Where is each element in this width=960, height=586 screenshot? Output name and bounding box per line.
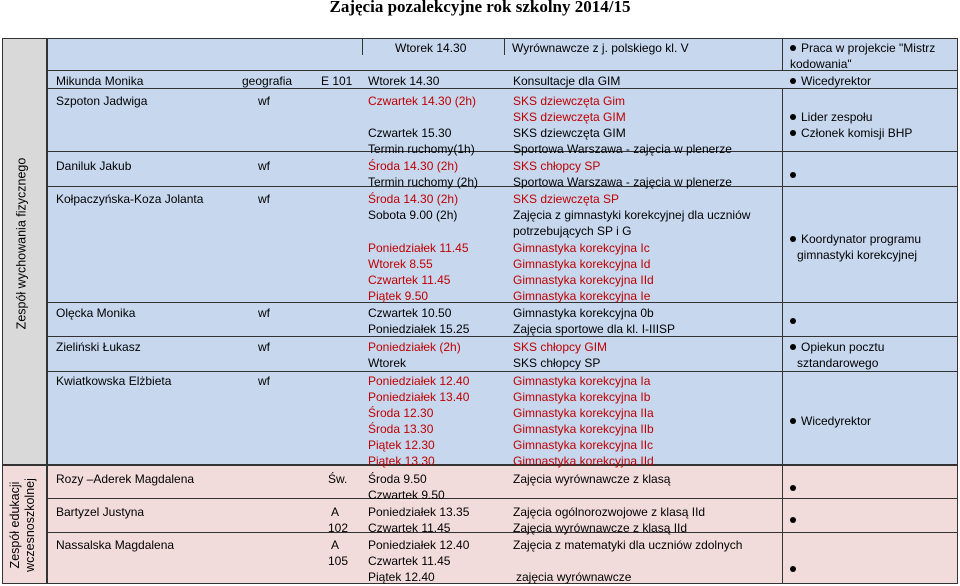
activity: Sportowa Warszawa - zajęcia w plenerze xyxy=(513,175,732,189)
activity: SKS chłopcy GIM xyxy=(513,340,608,354)
time: Poniedziałek 13.35 xyxy=(368,505,470,519)
room: 102 xyxy=(328,521,349,535)
bullet-icon xyxy=(790,236,796,242)
room: Św. xyxy=(328,472,348,486)
role-text: Członek komisji BHP xyxy=(801,126,913,140)
activity: Zajęcia ogólnorozwojowe z klasą IId xyxy=(513,505,706,519)
time: Poniedziałek (2h) xyxy=(368,340,461,354)
time: Piątek 9.50 xyxy=(368,289,429,303)
role xyxy=(790,73,871,89)
bullet-icon xyxy=(790,45,796,51)
time: Czwartek 15.30 xyxy=(368,126,452,140)
time: Środa 13.30 xyxy=(368,422,434,436)
activity: Zajęcia sportowe dla kl. I-IIISP xyxy=(513,322,676,336)
time: Wtorek 14.30 xyxy=(395,41,467,55)
activity: Gimnastyka korekcyjna Id xyxy=(513,257,651,271)
time: Wtorek 14.30 xyxy=(368,74,440,88)
subject: wf xyxy=(258,94,270,108)
time: Czwartek 11.45 xyxy=(368,521,451,535)
bullet-icon xyxy=(790,318,796,324)
bullet-icon xyxy=(790,130,796,136)
activity: Gimnastyka korekcyjna Ia xyxy=(513,374,651,388)
time: Środa 14.30 (2h) xyxy=(368,192,459,206)
activity: Gimnastyka korekcyjna Ic xyxy=(513,241,650,255)
activity: Konsultacje dla GIM xyxy=(513,74,621,88)
activity: Wyrównawcze z j. polskiego kl. V xyxy=(512,41,689,55)
subject: wf xyxy=(258,374,270,388)
time: Czwartek 10.50 xyxy=(368,306,452,320)
activity: Zajęcia z matematyki dla uczniów zdolnych xyxy=(513,538,743,552)
time: Termin ruchomy (2h) xyxy=(368,175,479,189)
time: Środa 12.30 xyxy=(368,406,434,420)
time: Czwartek 11.45 xyxy=(368,554,451,568)
time: Poniedziałek 12.40 xyxy=(368,538,470,552)
role-text: Opiekun pocztu xyxy=(801,340,885,354)
activity: Gimnastyka korekcyjna 0b xyxy=(513,306,654,320)
time: Wtorek xyxy=(368,356,407,370)
activity: Sportowa Warszawa - zajęcia w plenerze xyxy=(513,142,732,156)
time: Czwartek 14.30 (2h) xyxy=(368,94,477,108)
time: Czwartek 9.50 xyxy=(368,488,445,502)
time: Poniedziałek 12.40 xyxy=(368,374,470,388)
activity: zajęcia wyrównawcze xyxy=(516,570,632,584)
time: Termin ruchomy(1h) xyxy=(368,142,475,156)
time: Środa 14.30 (2h) xyxy=(368,159,459,173)
room: A xyxy=(331,538,340,552)
time: Poniedziałek 13.40 xyxy=(368,390,470,404)
teacher-name: Rozy –Aderek Magdalena xyxy=(56,472,195,486)
activity: Zajęcia wyrównawcze z klasą IId xyxy=(513,521,688,535)
activity: Gimnastyka korekcyjna Ie xyxy=(513,289,651,303)
subject: geografia xyxy=(242,74,293,88)
time: Wtorek 8.55 xyxy=(368,257,433,271)
activity: SKS dziewczęta GIM xyxy=(513,126,626,140)
room: A xyxy=(331,505,340,519)
role xyxy=(790,109,872,125)
group-label-pe: Zespół wychowania fizycznego xyxy=(14,157,29,330)
role xyxy=(790,413,871,429)
group-label-early: Zespół edukacji wczesnoszkolnej xyxy=(8,478,37,572)
role-text: Lider zespołu xyxy=(801,110,873,124)
activity: Zajęcia wyrównawcze z klasą xyxy=(513,472,671,486)
role xyxy=(790,339,884,355)
role-text: sztandarowego xyxy=(797,356,879,370)
role-text: Wicedyrektor xyxy=(801,414,872,428)
subject: wf xyxy=(258,159,270,173)
teacher-name: Mikunda Monika xyxy=(56,74,144,88)
role-text: Praca w projekcie "Mistrz kodowania" xyxy=(790,41,936,71)
role xyxy=(790,231,921,247)
role-text: Wicedyrektor xyxy=(801,74,872,88)
role-text: Koordynator programu xyxy=(801,232,922,246)
activity: SKS dziewczęta SP xyxy=(513,192,620,206)
time: Piątek 13.30 xyxy=(368,454,435,468)
room: 105 xyxy=(328,554,349,568)
activity: SKS chłopcy SP xyxy=(513,356,601,370)
teacher-name: Kwiatkowska Elżbieta xyxy=(56,374,172,388)
teacher-name: Szpoton Jadwiga xyxy=(56,94,148,108)
teacher-name: Olęcka Monika xyxy=(56,306,136,320)
teacher-name: Zieliński Łukasz xyxy=(56,340,141,354)
bullet-icon xyxy=(790,418,796,424)
subject: wf xyxy=(258,192,270,206)
bullet-icon xyxy=(790,172,796,178)
teacher-name: Kołpaczyńska-Koza Jolanta xyxy=(56,192,204,206)
subject: wf xyxy=(258,340,270,354)
activity: Zajęcia z gimnastyki korekcyjnej dla uczniów xyxy=(513,208,751,222)
bullet-icon xyxy=(790,344,796,350)
room: E 101 xyxy=(321,74,353,88)
bullet-icon xyxy=(790,78,796,84)
time: Sobota 9.00 (2h) xyxy=(368,208,458,222)
subject: wf xyxy=(258,306,270,320)
activity: Gimnastyka korekcyjna IIa xyxy=(513,406,654,420)
time: Poniedziałek 11.45 xyxy=(368,241,469,255)
time: Poniedziałek 15.25 xyxy=(368,322,470,336)
bullet-icon xyxy=(790,485,796,491)
activity: SKS dziewczęta Gim xyxy=(513,94,626,108)
bullet-icon xyxy=(790,517,796,523)
bullet-icon xyxy=(790,114,796,120)
teacher-name: Daniluk Jakub xyxy=(56,159,132,173)
role xyxy=(790,40,956,72)
activity: potrzebujących SP i G xyxy=(513,224,632,238)
role-text: gimnastyki korekcyjnej xyxy=(797,248,918,262)
activity: Gimnastyka korekcyjna IIb xyxy=(513,422,654,436)
bullet-icon xyxy=(790,566,796,572)
time: Środa 9.50 xyxy=(368,472,427,486)
teacher-name: Bartyzel Justyna xyxy=(56,505,145,519)
time: Czwartek 11.45 xyxy=(368,273,451,287)
time: Piątek 12.40 xyxy=(368,570,435,584)
time: Piątek 12.30 xyxy=(368,438,435,452)
activity: Gimnastyka korekcyjna IIc xyxy=(513,438,654,452)
activity: Gimnastyka korekcyjna Ib xyxy=(513,390,651,404)
role xyxy=(790,125,912,141)
activity: Gimnastyka korekcyjna IId xyxy=(513,454,654,468)
activity: Gimnastyka korekcyjna IId xyxy=(513,273,654,287)
activity: SKS dziewczęta GIM xyxy=(513,110,626,124)
activity: SKS chłopcy SP xyxy=(513,159,601,173)
teacher-name: Nassalska Magdalena xyxy=(56,538,175,552)
page-title: Zajęcia pozalekcyjne rok szkolny 2014/15 xyxy=(329,0,631,16)
